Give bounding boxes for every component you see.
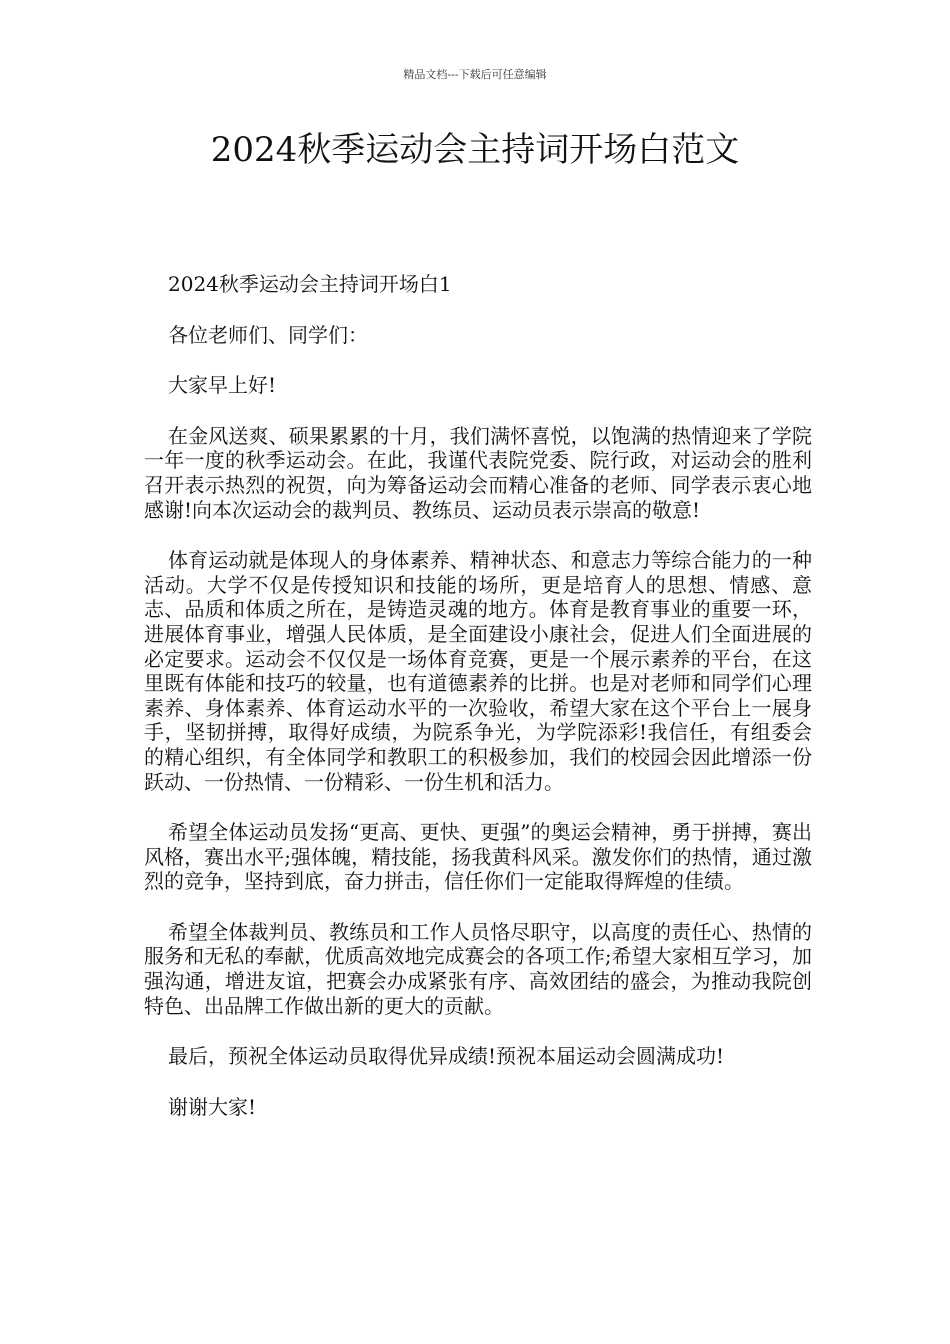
paragraph-sports-significance: 体育运动就是体现人的身体素养、精神状态、和意志力等综合能力的一种活动。大学不仅是传授知识和技能的场所，更是培育人的思想、情感、意志、品质和体质之所在，是铸造灵魂的地方。体育是教育事业的重要一环，进展体育事业，增强人民体质，是全面建设小康社会，促进人们全面进展的必定要求。运动会不仅仅是一场体育竞赛，更是一个展示素养的平台，在这里既有体能和技巧的较量，也有道德素养的比拼。也是对老师和同学们心理素养、身体素养、体育运动水平的一次验收，希望大家在这个平台上一展身手，坚韧拼搏，取得好成绩，为院系争光，为学院添彩!我信任，有组委会的精心组织，有全体同学和教职工的积极参加，我们的校园会因此增添一份跃动、一份热情、一份精彩、一份生机和活力。 [144,548,812,794]
salutation: 各位老师们、同学们： [168,322,368,347]
document-title: 2024秋季运动会主持词开场白范文 [210,130,740,170]
section-heading: 2024秋季运动会主持词开场白1 [168,272,452,296]
greeting: 大家早上好! [168,373,277,398]
paragraph-closing-wish: 最后，预祝全体运动员取得优异成绩!预祝本届运动会圆满成功! [168,1044,725,1069]
paragraph-thanks: 谢谢大家! [168,1094,257,1119]
paragraph-referees: 希望全体裁判员、教练员和工作人员恪尽职守，以高度的责任心、热情的服务和无私的奉献，优质高效地完成赛会的各项工作;希望大家相互学习，加强沟通，增进友谊，把赛会办成紧张有序、高效团结的盛会，为推动我院创特色、出品牌工作做出新的更大的贡献。 [144,919,812,1018]
header-note: 精品文档---下载后可任意编辑 [403,68,547,81]
document-body [144,272,812,1145]
paragraph-opening: 在金风送爽、硕果累累的十月，我们满怀喜悦，以饱满的热情迎来了学院一年一度的秋季运动会。在此，我谨代表院党委、院行政，对运动会的胜利召开表示热烈的祝贺，向为筹备运动会而精心准备的老师、同学表示衷心地感谢!向本次运动会的裁判员、教练员、运动员表示崇高的敬意! [144,423,812,522]
paragraph-athletes: 希望全体运动员发扬“更高、更快、更强”的奥运会精神，勇于拼搏，赛出风格，赛出水平;强体魄，精技能，扬我黄科风采。激发你们的热情，通过激烈的竞争，坚持到底，奋力拼击，信任你们一定能取得辉煌的佳绩。 [144,820,812,894]
